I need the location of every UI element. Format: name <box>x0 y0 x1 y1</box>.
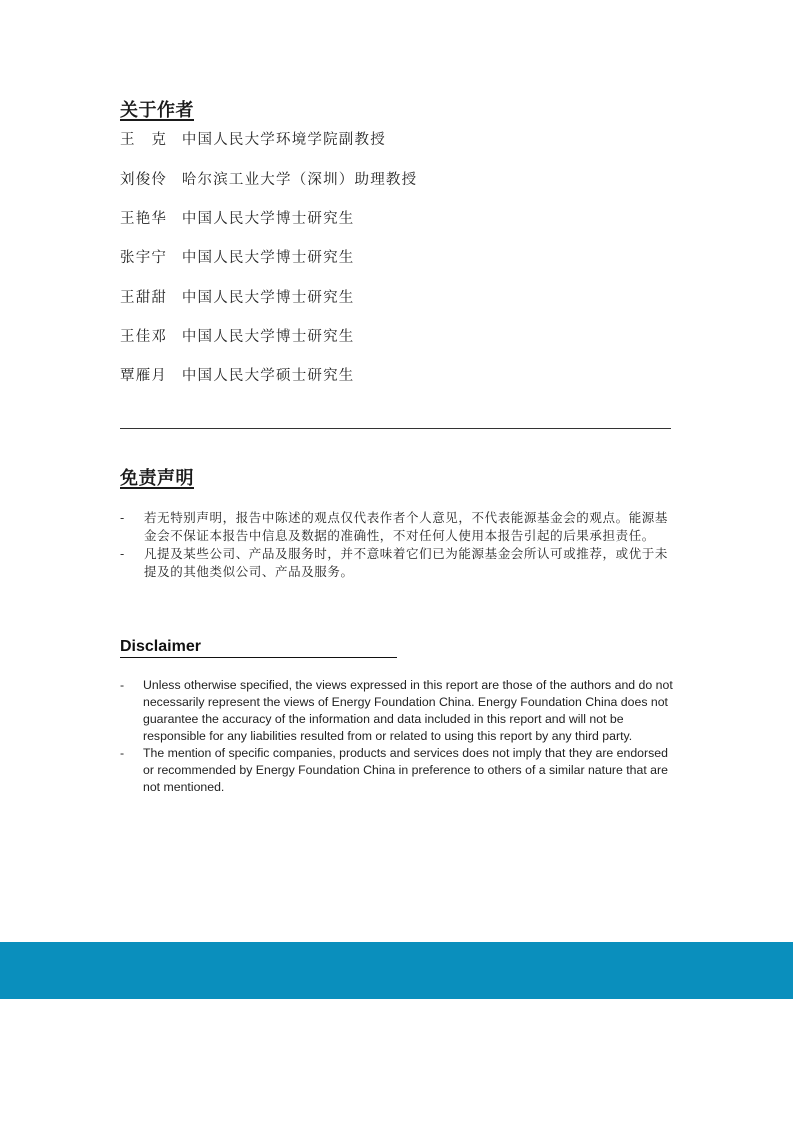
list-item-text: Unless otherwise specified, the views expressed in this report are those of the authors and do not necessarily represent the views of Energy Foundation China. Energy Foundation China does not guarantee the accuracy of the information and data included in this report and will not be responsible for any liabilities resulted from or related to using this report by any third party. <box>143 678 673 743</box>
bullet-dash: - <box>120 510 125 525</box>
author-name: 王佳邓 <box>120 329 168 345</box>
bullet-dash: - <box>120 746 125 760</box>
author-row <box>120 128 386 149</box>
list-item <box>120 509 680 545</box>
authors-section-title: 关于作者 <box>120 100 194 121</box>
bullet-dash: - <box>120 546 125 561</box>
disclaimer-en-title: Disclaimer <box>120 638 397 658</box>
author-affiliation: 哈尔滨工业大学（深圳）助理教授 <box>181 172 418 188</box>
author-row <box>120 286 355 307</box>
list-item <box>120 745 675 796</box>
author-name: 王 克 <box>120 132 168 148</box>
author-affiliation: 中国人民大学博士研究生 <box>181 250 355 266</box>
author-affiliation: 中国人民大学环境学院副教授 <box>181 132 386 148</box>
author-affiliation: 中国人民大学博士研究生 <box>181 329 355 345</box>
list-item <box>120 545 680 581</box>
author-row <box>120 207 355 228</box>
disclaimer-cn-list <box>120 509 680 581</box>
author-name: 覃雁月 <box>120 368 168 384</box>
disclaimer-en-list <box>120 677 675 796</box>
list-item-text: 凡提及某些公司、产品及服务时，并不意味着它们已为能源基金会所认可或推荐，或优于未提及的其他类似公司、产品及服务。 <box>144 546 669 579</box>
author-name: 王艳华 <box>120 211 168 227</box>
author-name: 王甜甜 <box>120 290 168 306</box>
author-affiliation: 中国人民大学硕士研究生 <box>181 368 355 384</box>
footer-color-band <box>0 942 793 999</box>
author-row <box>120 325 355 346</box>
author-affiliation: 中国人民大学博士研究生 <box>181 211 355 227</box>
author-name: 张宇宁 <box>120 250 168 266</box>
list-item <box>120 677 675 745</box>
disclaimer-cn-title: 免责声明 <box>120 468 194 489</box>
author-row <box>120 246 355 267</box>
author-row <box>120 168 417 189</box>
author-name: 刘俊伶 <box>120 172 168 188</box>
author-affiliation: 中国人民大学博士研究生 <box>181 290 355 306</box>
list-item-text: The mention of specific companies, products and services does not imply that they are endorsed or recommended by Energy Foundation China in preference to others of a similar nature that are not mentioned. <box>143 746 668 794</box>
bullet-dash: - <box>120 678 125 692</box>
list-item-text: 若无特别声明，报告中陈述的观点仅代表作者个人意见，不代表能源基金会的观点。能源基金会不保证本报告中信息及数据的准确性，不对任何人使用本报告引起的后果承担责任。 <box>144 510 669 543</box>
author-row <box>120 364 355 385</box>
section-divider <box>120 428 671 429</box>
